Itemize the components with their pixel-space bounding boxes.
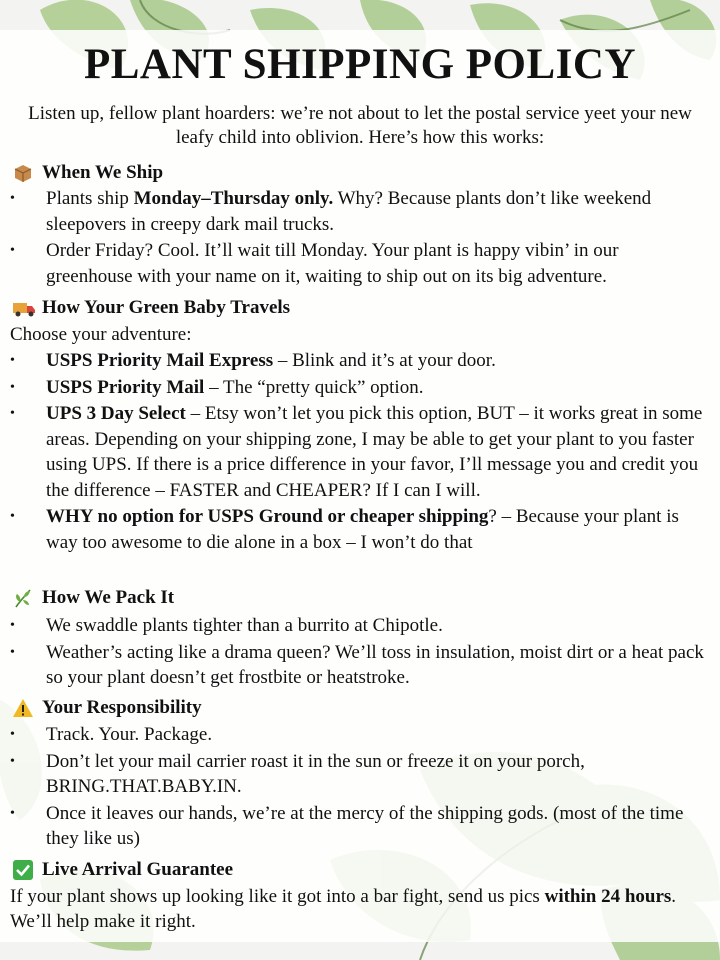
list-item bbox=[0, 186, 720, 237]
intro-paragraph: Listen up, fellow plant hoarders: we’re not about to let the postal service yeet your new leafy child into oblivion. Here’s how this works: bbox=[28, 103, 692, 148]
section-heading-responsibility bbox=[12, 697, 202, 719]
check-mark-icon bbox=[12, 859, 34, 881]
item-bold-text: USPS Priority Mail Express bbox=[46, 350, 274, 371]
list-item bbox=[0, 640, 720, 691]
section-heading-pack bbox=[12, 587, 174, 609]
item-text-post: Why? Because plants don’t like weekend sleepovers in creepy dark mail trucks. bbox=[46, 188, 652, 235]
section-heading-when-we-ship bbox=[12, 162, 163, 184]
herb-icon bbox=[12, 587, 34, 609]
list-item bbox=[0, 722, 720, 748]
item-bold-text: UPS 3 Day Select bbox=[46, 403, 186, 424]
item-text: Plants ship bbox=[46, 188, 134, 209]
warning-icon bbox=[12, 697, 34, 719]
item-text: Once it leaves our hands, we’re at the mercy of the shipping gods. (most of the time they like us) bbox=[46, 802, 684, 849]
item-text: We swaddle plants tighter than a burrito at Chipotle. bbox=[46, 615, 443, 636]
responsibility-list bbox=[0, 722, 720, 853]
page-title: PLANT SHIPPING POLICY bbox=[83, 41, 637, 88]
section-heading-travels bbox=[12, 297, 290, 319]
section-heading-label: Your Responsibility bbox=[42, 697, 202, 718]
section-heading-label: When We Ship bbox=[42, 162, 164, 183]
item-text: – Etsy won’t let you pick this option, BUT – it works great in some areas. Depending on your shipping zone, I may be able to get your plant to you faster using UPS. If there is a price difference in your favor, I’ll message you and credit you the difference – FASTER and CHEAPER? If I can I will. bbox=[46, 403, 703, 501]
item-text: – The “pretty quick” option. bbox=[204, 376, 424, 398]
list-item bbox=[0, 801, 720, 852]
item-text: Don’t let your mail carrier roast it in the sun or freeze it on your porch, BRING.THAT.BABY.IN. bbox=[46, 750, 585, 797]
list-item bbox=[0, 375, 720, 401]
item-bold-text: USPS Priority Mail bbox=[46, 376, 205, 398]
packing-list bbox=[0, 613, 720, 692]
item-bold-text: Monday–Thursday only. bbox=[133, 188, 334, 209]
list-item bbox=[0, 348, 720, 374]
guarantee-text bbox=[10, 884, 710, 934]
item-text: Order Friday? Cool. It’ll wait till Monday. Your plant is happy vibin’ in our greenhouse with your name on it, waiting to ship out on its big adventure. bbox=[46, 240, 619, 287]
list-item bbox=[0, 749, 720, 800]
shipping-options-list bbox=[0, 348, 720, 556]
package-icon bbox=[12, 162, 34, 184]
list-item bbox=[0, 613, 720, 639]
item-text: ? – Because your plant is way too awesome to die alone in a box – I won’t do that bbox=[46, 506, 679, 553]
item-text: Track. Your. Package. bbox=[46, 724, 213, 745]
list-item bbox=[0, 504, 720, 555]
guarantee-text-post: . We’ll help make it right. bbox=[10, 886, 677, 932]
section-heading-guarantee bbox=[12, 859, 233, 881]
section-heading-label: How We Pack It bbox=[42, 587, 175, 608]
item-bold-text: WHY no option for USPS Ground or cheaper shipping bbox=[46, 506, 489, 527]
section-heading-label: Live Arrival Guarantee bbox=[42, 859, 234, 880]
item-text: – Blink and it’s at your door. bbox=[273, 350, 496, 371]
list-item bbox=[0, 401, 720, 503]
section-heading-label: How Your Green Baby Travels bbox=[42, 297, 291, 318]
item-text: Weather’s acting like a drama queen? We’ll toss in insulation, moist dirt or a heat pack so your plant doesn’t get frostbite or heatstroke. bbox=[46, 641, 704, 688]
guarantee-text-pre: If your plant shows up looking like it got into a bar fight, send us pics bbox=[10, 886, 545, 907]
list-item bbox=[0, 238, 720, 289]
delivery-truck-icon bbox=[12, 297, 34, 319]
when-we-ship-list bbox=[0, 186, 720, 290]
guarantee-bold-text: within 24 hours bbox=[544, 886, 672, 907]
choose-adventure-text: Choose your adventure: bbox=[10, 324, 192, 345]
